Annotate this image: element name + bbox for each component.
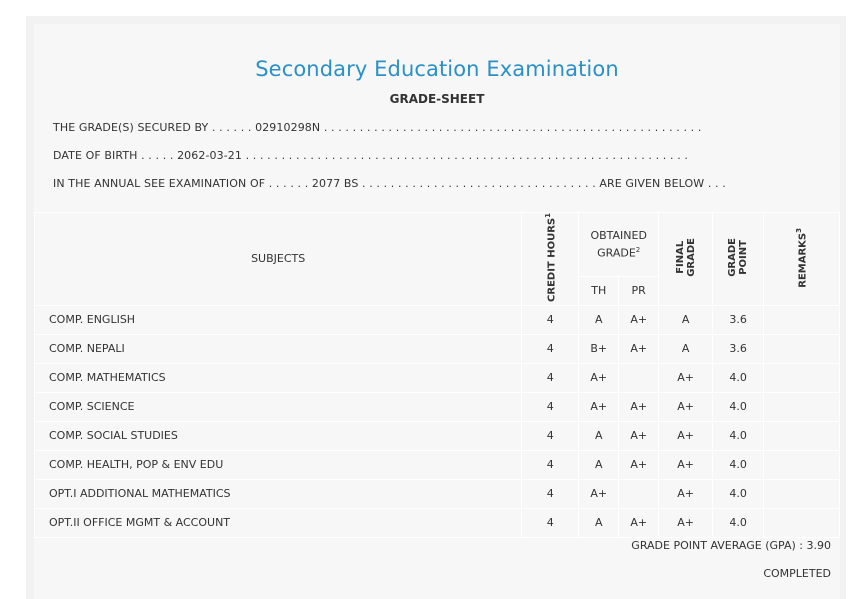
grade-point-cell: 4.0 bbox=[713, 392, 764, 421]
final-grade-cell: A bbox=[659, 334, 713, 363]
theory-header: TH bbox=[579, 276, 619, 305]
date-of-birth-line: DATE OF BIRTH . . . . . 2062-03-21 . . . . . . . . . . . . . . . . . . . . . . . . . . . . . . . . . . . . . . . . . . . . . . . . . . . . . . . . . . . . . . bbox=[53, 149, 688, 162]
grade-point-cell: 4.0 bbox=[713, 421, 764, 450]
credit-hours-cell: 4 bbox=[522, 305, 579, 334]
remarks-cell bbox=[764, 479, 840, 508]
symbol-number-line: THE GRADE(S) SECURED BY . . . . . . 02910298N . . . . . . . . . . . . . . . . . . . . . . . . . . . . . . . . . . . . . . . . . . . . . . . . . . . . . bbox=[53, 121, 702, 134]
practical-grade-cell: A+ bbox=[619, 305, 659, 334]
remarks-cell bbox=[764, 421, 840, 450]
remarks-cell bbox=[764, 450, 840, 479]
exam-title: Secondary Education Examination bbox=[255, 57, 619, 81]
grade-point-cell: 4.0 bbox=[713, 508, 764, 537]
credit-hours-cell: 4 bbox=[522, 334, 579, 363]
remarks-cell bbox=[764, 334, 840, 363]
credit-hours-cell: 4 bbox=[522, 508, 579, 537]
table-row bbox=[35, 508, 840, 537]
theory-grade-cell: A+ bbox=[579, 363, 619, 392]
final-grade-cell: A bbox=[659, 305, 713, 334]
credit-hours-cell: 4 bbox=[522, 363, 579, 392]
practical-grade-cell: A+ bbox=[619, 450, 659, 479]
theory-grade-cell: A bbox=[579, 305, 619, 334]
grade-point-cell: 3.6 bbox=[713, 305, 764, 334]
practical-header: PR bbox=[619, 276, 659, 305]
obtained-grade-header: OBTAINED GRADE$^2$ bbox=[579, 213, 659, 277]
grade-point-cell: 4.0 bbox=[713, 479, 764, 508]
subject-cell: COMP. NEPALI bbox=[35, 334, 522, 363]
theory-grade-cell: A bbox=[579, 450, 619, 479]
table-row bbox=[35, 450, 840, 479]
gpa-summary: GRADE POINT AVERAGE (GPA) : 3.90 bbox=[631, 539, 831, 552]
grades-table bbox=[34, 212, 840, 538]
table-row bbox=[35, 392, 840, 421]
remarks-cell bbox=[764, 363, 840, 392]
completion-status: COMPLETED bbox=[763, 567, 831, 580]
final-grade-cell: A+ bbox=[659, 421, 713, 450]
subject-cell: OPT.I ADDITIONAL MATHEMATICS bbox=[35, 479, 522, 508]
sheet-subtitle: GRADE-SHEET bbox=[389, 92, 485, 106]
final-grade-header: FINAL GRADE bbox=[659, 213, 713, 306]
table-row bbox=[35, 363, 840, 392]
remarks-cell bbox=[764, 305, 840, 334]
final-grade-cell: A+ bbox=[659, 479, 713, 508]
subject-cell: COMP. SCIENCE bbox=[35, 392, 522, 421]
practical-grade-cell: A+ bbox=[619, 508, 659, 537]
subject-cell: COMP. MATHEMATICS bbox=[35, 363, 522, 392]
credit-hours-header: CREDIT HOURS$^1$ bbox=[522, 213, 579, 306]
credit-hours-cell: 4 bbox=[522, 479, 579, 508]
grade-sheet-card bbox=[34, 24, 840, 599]
subject-cell: COMP. ENGLISH bbox=[35, 305, 522, 334]
credit-hours-cell: 4 bbox=[522, 421, 579, 450]
final-grade-cell: A+ bbox=[659, 508, 713, 537]
practical-grade-cell bbox=[619, 479, 659, 508]
subject-cell: COMP. SOCIAL STUDIES bbox=[35, 421, 522, 450]
theory-grade-cell: A+ bbox=[579, 392, 619, 421]
final-grade-cell: A+ bbox=[659, 363, 713, 392]
final-grade-cell: A+ bbox=[659, 450, 713, 479]
credit-hours-cell: 4 bbox=[522, 450, 579, 479]
exam-year-line: IN THE ANNUAL SEE EXAMINATION OF . . . . . . 2077 BS . . . . . . . . . . . . . . . . . . . . . . . . . . . . . . . . . ARE GIVEN BELOW . . . bbox=[53, 177, 726, 190]
subject-cell: OPT.II OFFICE MGMT & ACCOUNT bbox=[35, 508, 522, 537]
practical-grade-cell bbox=[619, 363, 659, 392]
credit-hours-cell: 4 bbox=[522, 392, 579, 421]
grade-point-header: GRADE POINT bbox=[713, 213, 764, 306]
grade-point-cell: 4.0 bbox=[713, 363, 764, 392]
theory-grade-cell: A+ bbox=[579, 479, 619, 508]
subject-cell: COMP. HEALTH, POP & ENV EDU bbox=[35, 450, 522, 479]
grade-point-cell: 3.6 bbox=[713, 334, 764, 363]
subjects-header: SUBJECTS bbox=[35, 213, 522, 306]
theory-grade-cell: A bbox=[579, 421, 619, 450]
practical-grade-cell: A+ bbox=[619, 421, 659, 450]
practical-grade-cell: A+ bbox=[619, 392, 659, 421]
grade-point-cell: 4.0 bbox=[713, 450, 764, 479]
remarks-cell bbox=[764, 392, 840, 421]
practical-grade-cell: A+ bbox=[619, 334, 659, 363]
remarks-cell bbox=[764, 508, 840, 537]
table-row bbox=[35, 421, 840, 450]
remarks-header: REMARKS$^3$ bbox=[764, 213, 840, 306]
theory-grade-cell: B+ bbox=[579, 334, 619, 363]
table-row bbox=[35, 305, 840, 334]
table-row bbox=[35, 334, 840, 363]
theory-grade-cell: A bbox=[579, 508, 619, 537]
final-grade-cell: A+ bbox=[659, 392, 713, 421]
table-row bbox=[35, 479, 840, 508]
